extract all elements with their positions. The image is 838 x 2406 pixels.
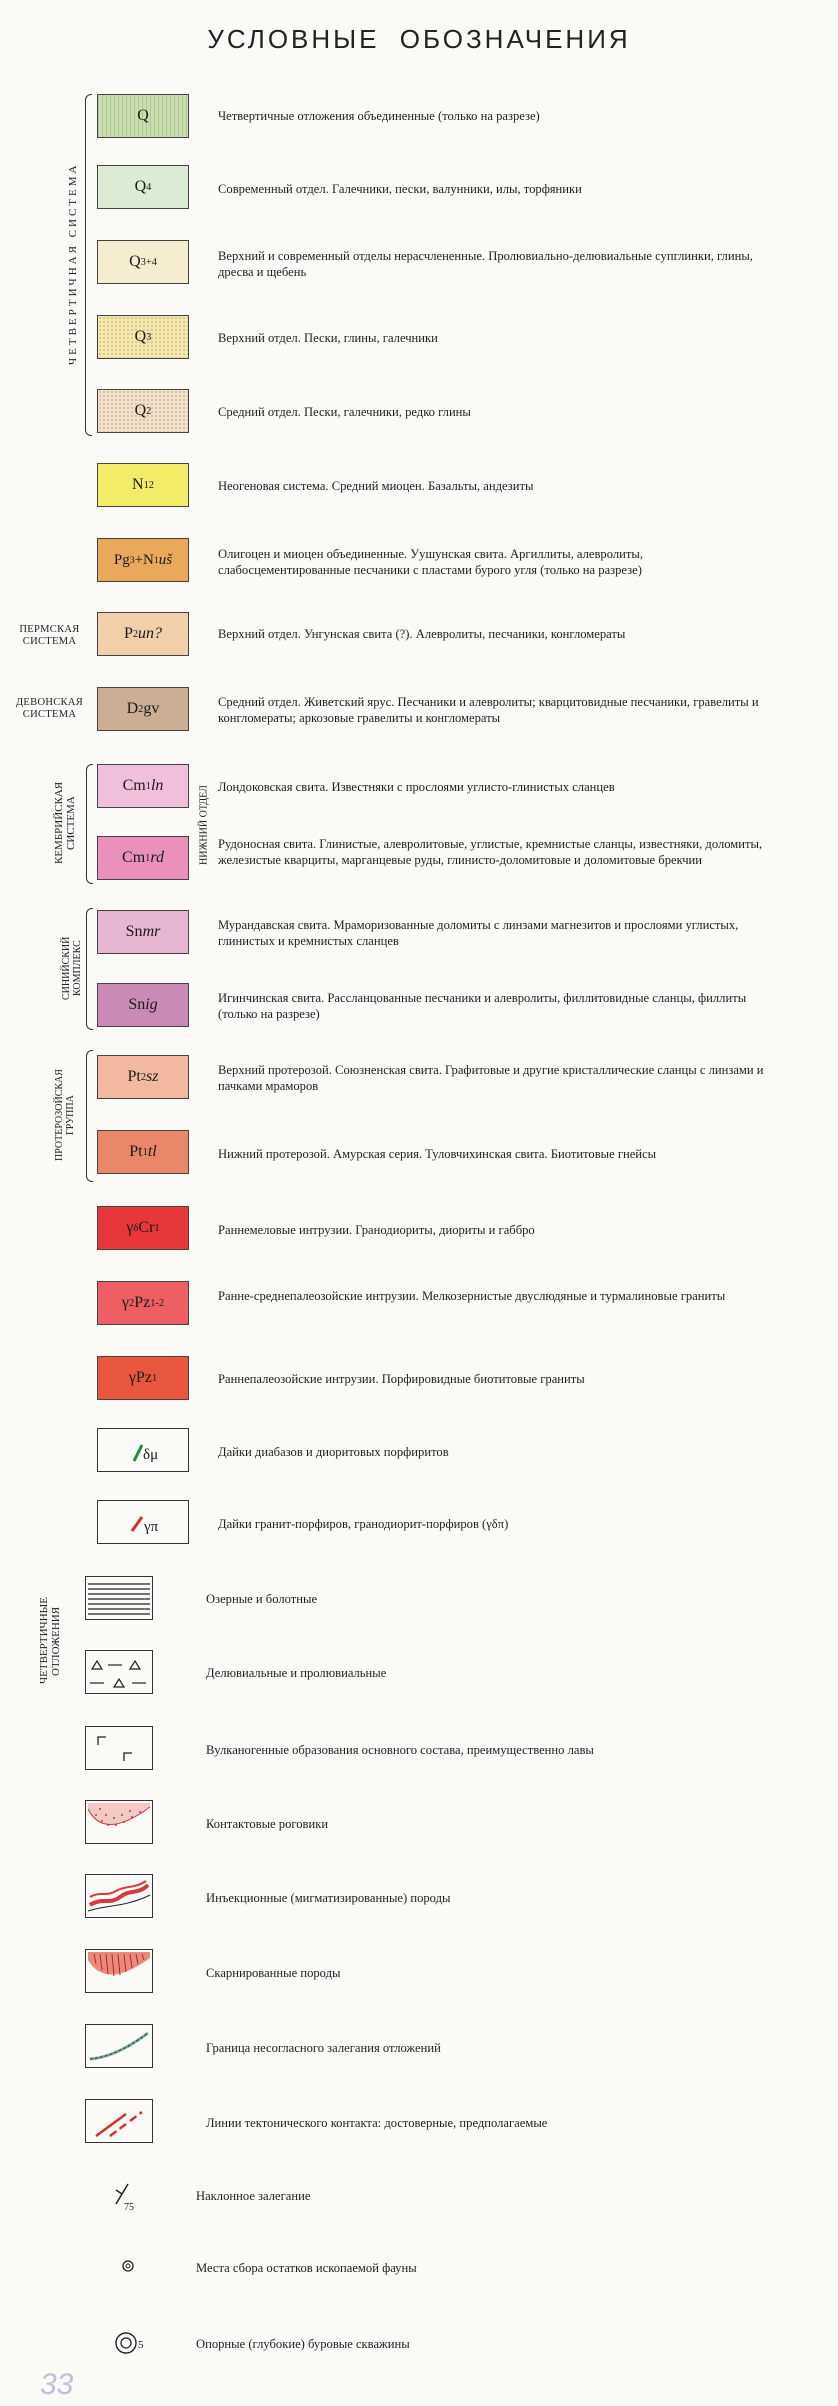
- unconformity-symbol: [85, 2024, 153, 2068]
- unit-desc: Средний отдел. Пески, галечники, редко глины: [218, 405, 471, 419]
- page-number: 33: [40, 2368, 74, 2401]
- svg-text:γπ: γπ: [144, 1519, 159, 1535]
- unit-box-Pt1tl: Pt 1 tl: [97, 1130, 189, 1174]
- unit-desc: Верхний отдел. Пески, глины, галечники: [218, 331, 438, 345]
- lake-swamp-symbol: [85, 1576, 153, 1620]
- group-lower-series: НИЖНИЙ ОТДЕЛ: [198, 785, 210, 865]
- volcanogenic-symbol: [85, 1726, 153, 1770]
- symbol-desc: Инъекционные (мигматизированные) породы: [206, 1891, 451, 1905]
- group-permian-system: ПЕРМСКАЯ СИСТЕМА: [19, 624, 80, 647]
- unit-box-P2un: P 2 un?: [97, 612, 189, 656]
- symbol-desc: Контактовые роговики: [206, 1817, 329, 1831]
- symbol-desc: Вулканогенные образования основного состава, преимущественно лавы: [206, 1743, 594, 1757]
- group-proterozoic: ПРОТЕРОЗОЙСКАЯ ГРУППА: [54, 1069, 76, 1161]
- unit-box-Cm1ln: Cm 1 ln: [97, 764, 189, 808]
- unit-desc: Раннемеловые интрузии. Гранодиориты, диориты и габбро: [218, 1223, 535, 1237]
- tectonic-contact-symbol: [85, 2099, 153, 2143]
- proterozoic-bracket: [86, 1050, 93, 1182]
- group-quaternary-system: ЧЕТВЕРТИЧНАЯ СИСТЕМА: [66, 162, 79, 366]
- quaternary-bracket: [85, 94, 92, 436]
- skarn-symbol: [85, 1949, 153, 1993]
- unit-desc: Четвертичные отложения объединенные (только на разрезе): [218, 109, 540, 123]
- symbol-desc: Места сбора остатков ископаемой фауны: [196, 2261, 417, 2275]
- hornfels-symbol: [85, 1800, 153, 1844]
- unit-box-gamma-Pz1: γPz 1: [97, 1356, 189, 1400]
- borehole-symbol: [112, 2328, 152, 2358]
- unit-box-Pg3-N1: Pg 3 +N 1 uš: [97, 538, 189, 582]
- unit-desc: Нижний протерозой. Амурская серия. Туловчихинская свита. Биотитовые гнейсы: [218, 1147, 657, 1161]
- unit-box-N1: N 1 2: [97, 463, 189, 507]
- cambrian-bracket: [86, 764, 93, 884]
- group-devonian-system: ДЕВОНСКАЯ СИСТЕМА: [15, 697, 84, 720]
- diabase-dike-symbol: [97, 1428, 189, 1472]
- svg-text:5: 5: [138, 2339, 144, 2351]
- group-cambrian-system: КЕМБРИЙСКАЯ СИСТЕМА: [52, 781, 77, 865]
- granite-porphyry-dike-symbol: [97, 1500, 189, 1544]
- symbol-desc: Дайки диабазов и диоритовых порфиритов: [218, 1445, 449, 1459]
- unit-desc: Верхний и современный отделы нерасчлененные. Пролювиально-делювиальные супглинки, глины, дресва и щебень: [218, 249, 753, 279]
- unit-box-gamma2-Pz: γ 2 Pz 1-2: [97, 1281, 189, 1325]
- unit-box-Q3-4: Q 3+4: [97, 240, 189, 284]
- unit-desc: Олигоцен и миоцен объединенные. Уушунская свита. Аргиллиты, алевролиты, слабосцементированные песчаники с пластами бурого угля (только на разрезе): [218, 547, 643, 577]
- symbol-desc: Дайки гранит-порфиров, гранодиорит-порфиров (γδπ): [218, 1517, 509, 1531]
- unit-box-Sn-ig: Sn ig: [97, 983, 189, 1027]
- unit-box-Sn-mr: Sn mr: [97, 910, 189, 954]
- group-quaternary-deposits: ЧЕТВЕРТИЧНЫЕ ОТЛОЖЕНИЯ: [37, 1597, 62, 1685]
- fossil-site-symbol: [118, 2256, 138, 2276]
- symbol-desc: Опорные (глубокие) буровые скважины: [196, 2337, 410, 2351]
- legend-title: УСЛОВНЫЕ ОБОЗНАЧЕНИЯ: [207, 24, 631, 54]
- group-sinian-complex: СИНИЙСКИЙ КОМПЛЕКС: [61, 936, 83, 1000]
- unit-box-Q2: Q 2: [97, 389, 189, 433]
- svg-text:δμ: δμ: [143, 1447, 159, 1463]
- symbol-desc: Скарнированные породы: [206, 1966, 341, 1980]
- unit-box-Pt2sz: Pt 2 sz: [97, 1055, 189, 1099]
- symbol-desc: Делювиальные и пролювиальные: [206, 1666, 387, 1680]
- unit-box-Q: Q: [97, 94, 189, 138]
- symbol-desc: Линии тектонического контакта: достоверные, предполагаемые: [206, 2116, 548, 2130]
- unit-desc: Неогеновая система. Средний миоцен. Базальты, андезиты: [218, 479, 534, 493]
- unit-box-Q4: Q 4: [97, 165, 189, 209]
- unit-box-gamma-delta-Cr1: γ δ Cr 1: [97, 1206, 189, 1250]
- unit-desc: Мурандавская свита. Мраморизованные доломиты с линзами магнезитов и прослоями углистых, глинистых и кремнистых сланцев: [218, 918, 739, 948]
- dip-strike-symbol: [108, 2174, 148, 2214]
- symbol-desc: Озерные и болотные: [206, 1592, 318, 1606]
- unit-desc: Раннепалеозойские интрузии. Порфировидные биотитовые граниты: [218, 1372, 585, 1386]
- svg-text:75: 75: [124, 2202, 134, 2213]
- unit-desc: Ранне-среднепалеозойские интрузии. Мелкозернистые двуслюдяные и турмалиновые граниты: [218, 1289, 726, 1303]
- symbol-desc: Граница несогласного залегания отложений: [206, 2041, 441, 2055]
- unit-desc: Верхний отдел. Унгунская свита (?). Алевролиты, песчаники, конгломераты: [218, 627, 626, 641]
- unit-box-Q3: Q 3: [97, 315, 189, 359]
- unit-desc: Лондоковская свита. Известняки с прослоями углисто-глинистых сланцев: [218, 780, 615, 794]
- unit-desc: Верхний протерозой. Союзненская свита. Графитовые и другие кристаллические сланцы с линзами и пачками мраморов: [218, 1063, 764, 1093]
- migmatite-symbol: [85, 1874, 153, 1918]
- unit-box-Cm1rd: Cm 1 rd: [97, 836, 189, 880]
- sinian-bracket: [86, 908, 93, 1030]
- unit-box-D2gv: D 2 gv: [97, 687, 189, 731]
- symbol-desc: Наклонное залегание: [196, 2189, 311, 2203]
- unit-desc: Рудоносная свита. Глинистые, алевролитовые, углистые, кремнистые сланцы, известняки, доломиты, железистые кварциты, марганцевые руды, глинисто-доломитовые и доломитовые брекчии: [218, 837, 763, 867]
- unit-desc: Игинчинская свита. Рассланцованные песчаники и алевролиты, филлитовидные сланцы, филлиты (только на разрезе): [218, 991, 747, 1021]
- unit-desc: Средний отдел. Живетский ярус. Песчаники и алевролиты; кварцитовидные песчаники, гравелиты и конгломераты; аркозовые гравелиты и конгломераты: [218, 695, 759, 725]
- deluvial-symbol: [85, 1650, 153, 1694]
- unit-desc: Современный отдел. Галечники, пески, валунники, илы, торфяники: [218, 182, 582, 196]
